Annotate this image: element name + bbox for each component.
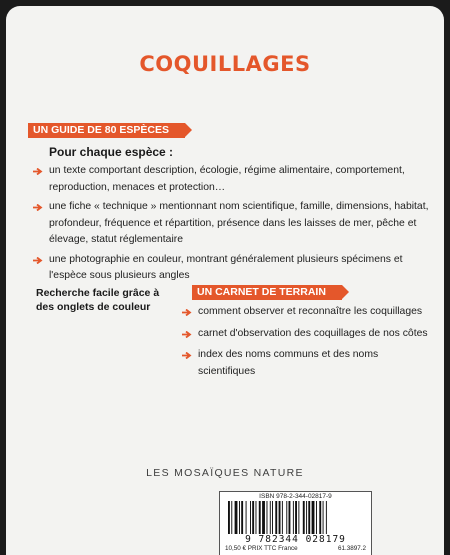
list-item-text: index des noms communs et des noms scientifiques (198, 349, 379, 377)
list-item (182, 304, 437, 321)
carnet-list (182, 304, 437, 385)
arrow-bullet-icon (182, 331, 192, 338)
arrow-bullet-icon (182, 352, 192, 359)
guide-list (33, 163, 433, 288)
arrow-bullet-icon (33, 257, 43, 264)
list-item-text: une photographie en couleur, montrant généralement plusieurs spécimens et l'espèce sous plusieurs angles (49, 253, 403, 281)
carnet-banner: UN CARNET DE TERRAIN (192, 285, 342, 300)
arrow-bullet-icon (33, 204, 43, 211)
barcode-icon (228, 501, 363, 534)
list-item (33, 252, 433, 285)
guide-intro: Pour chaque espèce : (49, 145, 174, 159)
isbn-text: ISBN 978-2-344-02817-9 (259, 493, 332, 500)
page-title: COQUILLAGES (139, 52, 311, 76)
list-item (182, 347, 437, 380)
list-item (33, 199, 433, 249)
list-item-text: comment observer et reconnaître les coquillages (198, 306, 423, 317)
series-name: LES MOSAÏQUES NATURE (146, 467, 304, 479)
list-item-text: une fiche « technique » mentionnant nom scientifique, famille, dimensions, habitat, profondeur, fréquence et répartition, présence dans les laisses de mer, pêche et élevage, statut réglementaire (49, 201, 429, 245)
side-note: Recherche facile grâce à des onglets de couleur (36, 287, 160, 313)
barcode-box (219, 491, 372, 555)
guide-banner: UN GUIDE DE 80 ESPÈCES (28, 123, 185, 138)
ean-number: 9 782344 028179 (245, 534, 346, 545)
arrow-bullet-icon (33, 168, 43, 175)
list-item-text: carnet d'observation des coquillages de nos côtes (198, 327, 428, 339)
list-item (182, 326, 437, 343)
list-item-text: un texte comportant description, écologie, régime alimentaire, comportement, reproduction, menaces et protection… (49, 165, 405, 193)
list-item (33, 163, 433, 196)
back-cover (6, 6, 444, 555)
arrow-bullet-icon (182, 309, 192, 316)
price-text: 10,50 € PRIX TTC France (225, 545, 298, 552)
product-code: 61.3897.2 (337, 545, 366, 552)
